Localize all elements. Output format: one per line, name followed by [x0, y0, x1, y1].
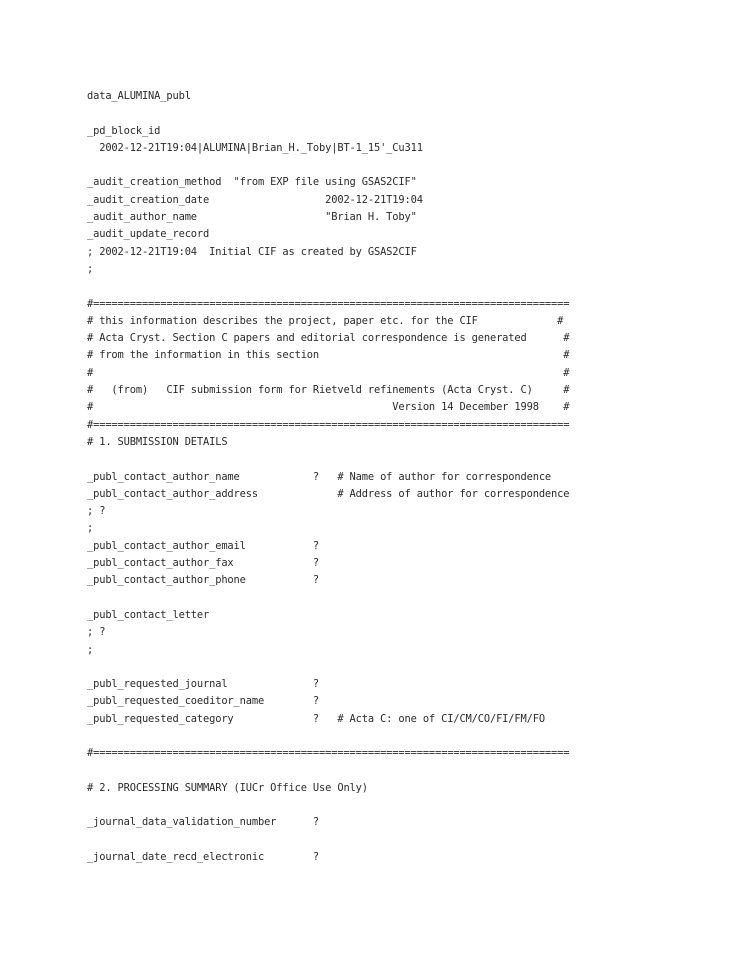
cif-line: ;	[87, 522, 94, 535]
cif-line: _publ_requested_coeditor_name ?	[87, 695, 320, 708]
cif-text-block	[87, 88, 727, 866]
cif-line: 2002-12-21T19:04|ALUMINA|Brian_H._Toby|BT-1_15'_Cu311	[87, 141, 423, 154]
cif-line	[87, 157, 727, 174]
cif-line: # (from) CIF submission form for Rietveld refinements (Acta Cryst. C) #	[87, 384, 570, 397]
cif-line: _audit_update_record	[87, 228, 210, 241]
cif-line: _journal_data_validation_number ?	[87, 816, 320, 829]
cif-line: ;	[87, 643, 94, 656]
cif-line	[87, 763, 727, 780]
cif-line	[87, 728, 727, 745]
cif-line: _publ_contact_author_fax ?	[87, 557, 320, 570]
cif-line: # Version 14 December 1998 #	[87, 401, 570, 414]
cif-line: _publ_requested_category ? # Acta C: one of CI/CM/CO/FI/FM/FO	[87, 712, 545, 725]
cif-line: _publ_contact_letter	[87, 608, 210, 621]
cif-line: # this information describes the project, paper etc. for the CIF #	[87, 314, 564, 327]
cif-line	[87, 451, 727, 468]
cif-line	[87, 278, 727, 295]
cif-line: # #	[87, 366, 570, 379]
cif-line	[87, 105, 727, 122]
cif-line: # Acta Cryst. Section C papers and editorial correspondence is generated #	[87, 332, 570, 345]
cif-line: data_ALUMINA_publ	[87, 90, 191, 102]
cif-line: #==============================================================================	[87, 418, 570, 431]
cif-line: ; ?	[87, 505, 106, 518]
cif-line	[87, 797, 727, 814]
cif-line: # 1. SUBMISSION DETAILS	[87, 435, 228, 448]
cif-line: _audit_author_name "Brian H. Toby"	[87, 211, 417, 224]
cif-line: _publ_contact_author_phone ?	[87, 574, 320, 587]
cif-line: _publ_contact_author_email ?	[87, 539, 320, 552]
cif-line: # 2. PROCESSING SUMMARY (IUCr Office Use Only)	[87, 781, 368, 794]
cif-line	[87, 590, 727, 607]
cif-line: _publ_contact_author_address # Address of author for correspondence	[87, 487, 570, 500]
cif-line: _audit_creation_method "from EXP file using GSAS2CIF"	[87, 176, 417, 189]
cif-line: #==============================================================================	[87, 297, 570, 310]
cif-line: #==============================================================================	[87, 747, 570, 760]
cif-line: ;	[87, 262, 94, 275]
cif-line: _pd_block_id	[87, 124, 161, 137]
cif-line: _audit_creation_date 2002-12-21T19:04	[87, 193, 423, 206]
cif-line	[87, 659, 727, 676]
cif-line: _publ_requested_journal ?	[87, 678, 320, 691]
cif-line	[87, 832, 727, 849]
cif-line: # from the information in this section #	[87, 349, 570, 362]
cif-line: ; ?	[87, 626, 106, 639]
cif-line: _publ_contact_author_name ? # Name of author for correspondence	[87, 470, 552, 483]
cif-line: _journal_date_recd_electronic ?	[87, 851, 320, 864]
cif-line: ; 2002-12-21T19:04 Initial CIF as created by GSAS2CIF	[87, 245, 417, 258]
